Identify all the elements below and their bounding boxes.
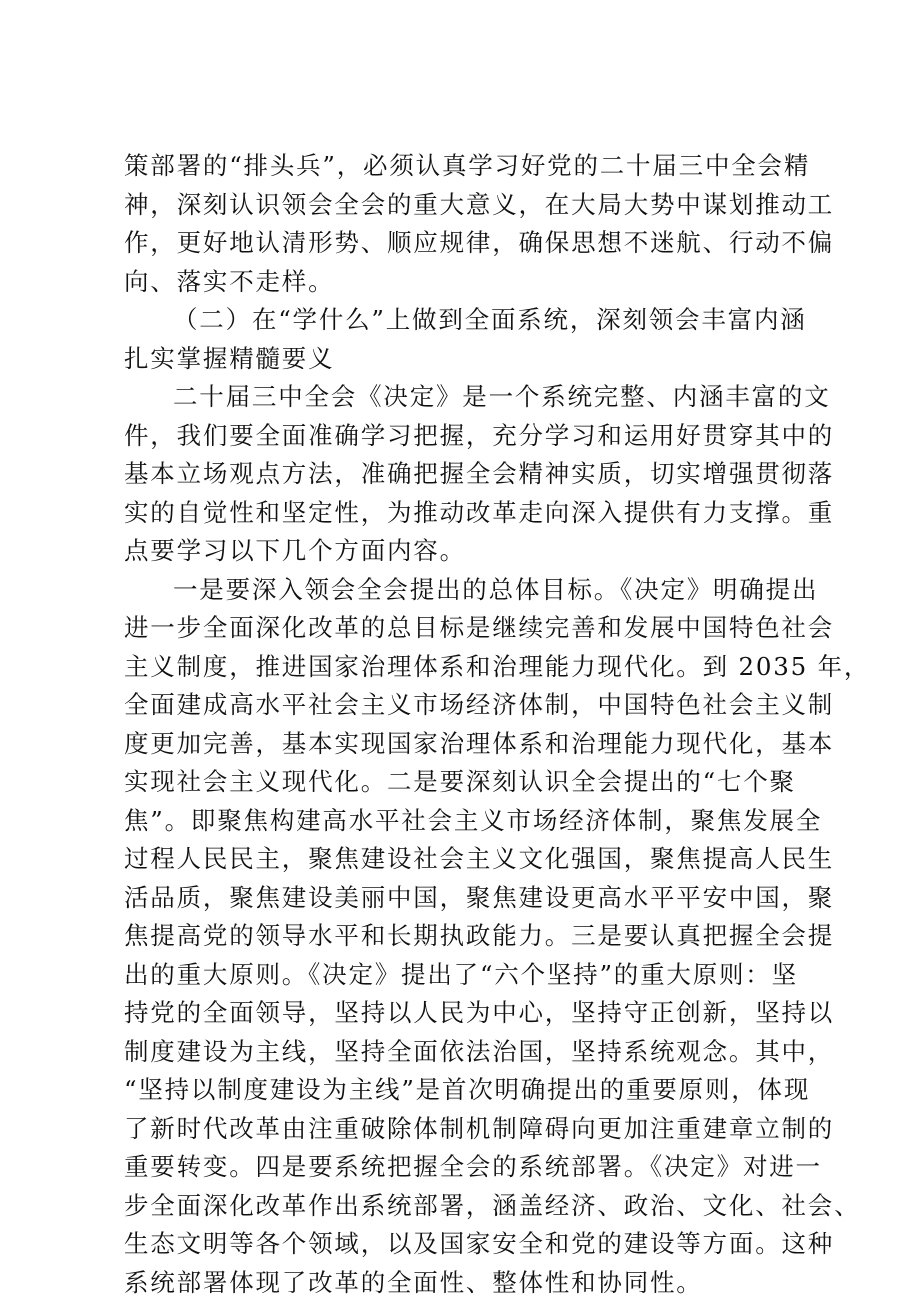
text-line: 神，深刻认识领会全会的重大意义，在大局大势中谋划推动工 bbox=[124, 186, 814, 225]
text-line: 过程人民民主，聚焦建设社会主义文化强国，聚焦提高人民生 bbox=[124, 840, 814, 879]
text-line: 焦”。即聚焦构建高水平社会主义市场经济体制，聚焦发展全 bbox=[124, 802, 814, 841]
text-line: 实的自觉性和坚定性，为推动改革走向深入提供有力支撑。重 bbox=[124, 494, 814, 533]
text-line: “坚持以制度建设为主线”是首次明确提出的重要原则，体现 bbox=[124, 1071, 814, 1110]
text-line: 二十届三中全会《决定》是一个系统完整、内涵丰富的文 bbox=[124, 378, 814, 417]
text-line: 向、落实不走样。 bbox=[124, 263, 814, 302]
text-line: （二）在“学什么”上做到全面系统，深刻领会丰富内涵 bbox=[124, 301, 814, 340]
text-line: 策部署的“排头兵”，必须认真学习好党的二十届三中全会精 bbox=[124, 147, 814, 186]
text-line: 扎实掌握精髓要义 bbox=[124, 340, 814, 379]
text-line: 一是要深入领会全会提出的总体目标。《决定》明确提出 bbox=[124, 571, 814, 610]
text-line: 出的重大原则。《决定》提出了“六个坚持”的重大原则：坚 bbox=[124, 956, 814, 995]
text-line: 点要学习以下几个方面内容。 bbox=[124, 532, 814, 571]
text-line: 全面建成高水平社会主义市场经济体制，中国特色社会主义制 bbox=[124, 686, 814, 725]
text-line: 度更加完善，基本实现国家治理体系和治理能力现代化，基本 bbox=[124, 725, 814, 764]
text-line: 了新时代改革由注重破除体制机制障碍向更加注重建章立制的 bbox=[124, 1110, 814, 1149]
text-line: 制度建设为主线，坚持全面依法治国，坚持系统观念。其中， bbox=[124, 1033, 814, 1072]
text-line: 进一步全面深化改革的总目标是继续完善和发展中国特色社会 bbox=[124, 609, 814, 648]
text-line: 系统部署体现了改革的全面性、整体性和协同性。 bbox=[124, 1264, 814, 1302]
text-line: 活品质，聚焦建设美丽中国，聚焦建设更高水平平安中国，聚 bbox=[124, 879, 814, 918]
text-line: 实现社会主义现代化。二是要深刻认识全会提出的“七个聚 bbox=[124, 763, 814, 802]
text-line: 件，我们要全面准确学习把握，充分学习和运用好贯穿其中的 bbox=[124, 417, 814, 456]
text-line: 重要转变。四是要系统把握全会的系统部署。《决定》对进一 bbox=[124, 1148, 814, 1187]
text-line: 基本立场观点方法，准确把握全会精神实质，切实增强贯彻落 bbox=[124, 455, 814, 494]
document-body bbox=[124, 147, 814, 1302]
text-line: 主义制度，推进国家治理体系和治理能力现代化。到 2035 年， bbox=[124, 648, 814, 687]
text-line: 步全面深化改革作出系统部署，涵盖经济、政治、文化、社会、 bbox=[124, 1187, 814, 1226]
text-line: 作，更好地认清形势、顺应规律，确保思想不迷航、行动不偏 bbox=[124, 224, 814, 263]
text-line: 生态文明等各个领域，以及国家安全和党的建设等方面。这种 bbox=[124, 1225, 814, 1264]
text-line: 焦提高党的领导水平和长期执政能力。三是要认真把握全会提 bbox=[124, 917, 814, 956]
text-line: 持党的全面领导，坚持以人民为中心，坚持守正创新，坚持以 bbox=[124, 994, 814, 1033]
